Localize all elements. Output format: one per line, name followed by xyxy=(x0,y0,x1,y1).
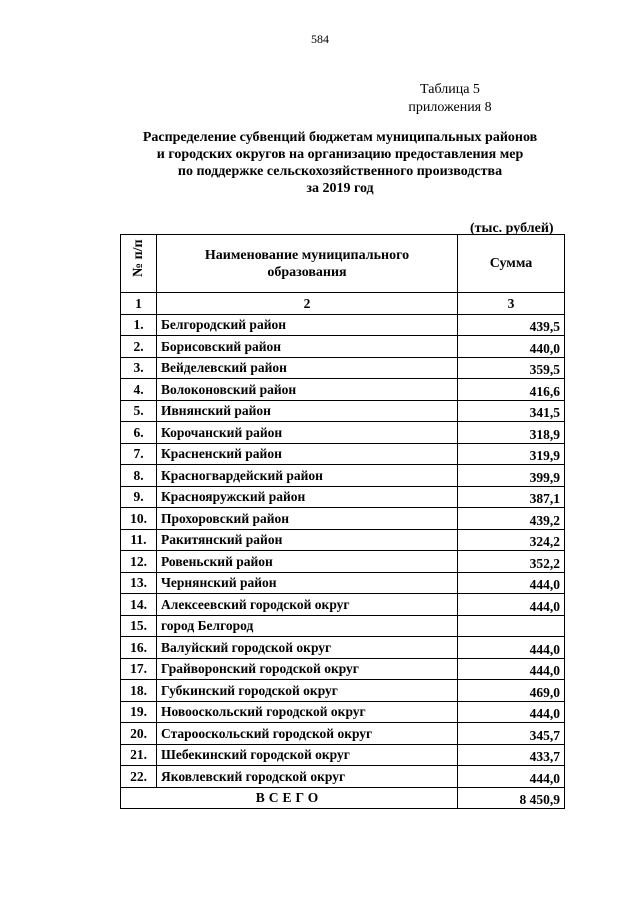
row-sum: 439,2 xyxy=(458,508,565,530)
row-number: 4. xyxy=(121,379,157,401)
table-row xyxy=(121,422,565,444)
row-sum: 444,0 xyxy=(458,658,565,680)
row-name: Борисовский район xyxy=(157,336,458,358)
table-row xyxy=(121,723,565,745)
header-num-cell xyxy=(121,235,157,293)
row-sum: 318,9 xyxy=(458,422,565,444)
row-name: Яковлевский городской округ xyxy=(157,766,458,788)
row-sum: 359,5 xyxy=(458,357,565,379)
header-name-line-1: Наименование муниципального xyxy=(204,247,410,263)
table-row xyxy=(121,486,565,508)
header-sum: Сумма xyxy=(458,235,565,293)
row-number: 17. xyxy=(121,658,157,680)
row-number: 1. xyxy=(121,314,157,336)
row-name: Алексеевский городской округ xyxy=(157,594,458,616)
row-sum: 345,7 xyxy=(458,723,565,745)
row-name: Краснояружский район xyxy=(157,486,458,508)
table-row xyxy=(121,508,565,530)
row-name: Шебекинский городской округ xyxy=(157,744,458,766)
row-name: Ровеньский район xyxy=(157,551,458,573)
row-name: Прохоровский район xyxy=(157,508,458,530)
row-sum: 341,5 xyxy=(458,400,565,422)
row-sum: 319,9 xyxy=(458,443,565,465)
table-row xyxy=(121,465,565,487)
row-name: Валуйский городской округ xyxy=(157,637,458,659)
table-row xyxy=(121,379,565,401)
row-name: Волоконовский район xyxy=(157,379,458,401)
column-index-row xyxy=(121,293,565,315)
header-num: № п/п xyxy=(131,239,146,277)
table-row xyxy=(121,744,565,766)
row-number: 5. xyxy=(121,400,157,422)
row-sum: 444,0 xyxy=(458,594,565,616)
total-label: ВСЕГО xyxy=(121,787,458,809)
row-number: 22. xyxy=(121,766,157,788)
table-row xyxy=(121,551,565,573)
row-sum: 444,0 xyxy=(458,637,565,659)
row-sum: 399,9 xyxy=(458,465,565,487)
header-row xyxy=(121,235,565,293)
row-sum: 444,0 xyxy=(458,701,565,723)
row-sum: 324,2 xyxy=(458,529,565,551)
header-name-line-2: образования xyxy=(267,264,347,280)
row-sum: 440,0 xyxy=(458,336,565,358)
row-number: 10. xyxy=(121,508,157,530)
row-number: 16. xyxy=(121,637,157,659)
row-number: 14. xyxy=(121,594,157,616)
row-name: Губкинский городской округ xyxy=(157,680,458,702)
row-number: 21. xyxy=(121,744,157,766)
row-number: 2. xyxy=(121,336,157,358)
row-name: Чернянский район xyxy=(157,572,458,594)
table-row xyxy=(121,766,565,788)
row-name: Ракитянский район xyxy=(157,529,458,551)
row-sum: 387,1 xyxy=(458,486,565,508)
table-row xyxy=(121,615,565,637)
row-number: 3. xyxy=(121,357,157,379)
row-number: 15. xyxy=(121,615,157,637)
row-sum: 352,2 xyxy=(458,551,565,573)
table-row xyxy=(121,443,565,465)
row-sum: 433,7 xyxy=(458,744,565,766)
row-name: Вейделевский район xyxy=(157,357,458,379)
row-name: Новооскольский городской округ xyxy=(157,701,458,723)
title-line-4: за 2019 год xyxy=(306,181,374,196)
table-row xyxy=(121,594,565,616)
row-name: Белгородский район xyxy=(157,314,458,336)
row-number: 6. xyxy=(121,422,157,444)
column-index-2: 2 xyxy=(157,293,458,315)
row-name: Корочанский район xyxy=(157,422,458,444)
table-reference xyxy=(360,81,540,117)
row-number: 20. xyxy=(121,723,157,745)
table-row xyxy=(121,637,565,659)
table-row xyxy=(121,680,565,702)
row-sum: 416,6 xyxy=(458,379,565,401)
page-number: 584 xyxy=(311,32,329,46)
row-number: 12. xyxy=(121,551,157,573)
total-row xyxy=(121,787,565,809)
row-number: 13. xyxy=(121,572,157,594)
table-row xyxy=(121,336,565,358)
row-number: 11. xyxy=(121,529,157,551)
title-line-2: и городских округов на организацию предоставления мер xyxy=(156,147,524,162)
row-sum: 444,0 xyxy=(458,572,565,594)
table-reference-line-2: приложения 8 xyxy=(408,100,492,115)
document-title xyxy=(120,129,560,197)
table-row xyxy=(121,400,565,422)
row-name: Старооскольский городской округ xyxy=(157,723,458,745)
row-number: 9. xyxy=(121,486,157,508)
row-number: 7. xyxy=(121,443,157,465)
row-name: город Белгород xyxy=(157,615,458,637)
row-sum xyxy=(458,615,565,637)
row-sum: 439,5 xyxy=(458,314,565,336)
row-sum: 444,0 xyxy=(458,766,565,788)
table-row xyxy=(121,658,565,680)
row-name: Красногвардейский район xyxy=(157,465,458,487)
row-number: 18. xyxy=(121,680,157,702)
row-number: 8. xyxy=(121,465,157,487)
table-row xyxy=(121,357,565,379)
table-row xyxy=(121,314,565,336)
subsidy-table xyxy=(120,234,565,809)
units-note: (тыс. рублей) xyxy=(470,221,554,236)
table-row xyxy=(121,529,565,551)
total-sum: 8 450,9 xyxy=(458,787,565,809)
table-row xyxy=(121,701,565,723)
row-sum: 469,0 xyxy=(458,680,565,702)
title-line-3: по поддержке сельскохозяйственного производства xyxy=(177,164,503,179)
table-reference-line-1: Таблица 5 xyxy=(420,82,480,97)
header-name-cell xyxy=(157,235,458,293)
row-name: Ивнянский район xyxy=(157,400,458,422)
title-line-1: Распределение субвенций бюджетам муниципальных районов xyxy=(142,130,538,145)
row-number: 19. xyxy=(121,701,157,723)
column-index-1: 1 xyxy=(121,293,157,315)
row-name: Грайворонский городской округ xyxy=(157,658,458,680)
table-row xyxy=(121,572,565,594)
row-name: Красненский район xyxy=(157,443,458,465)
column-index-3: 3 xyxy=(458,293,565,315)
